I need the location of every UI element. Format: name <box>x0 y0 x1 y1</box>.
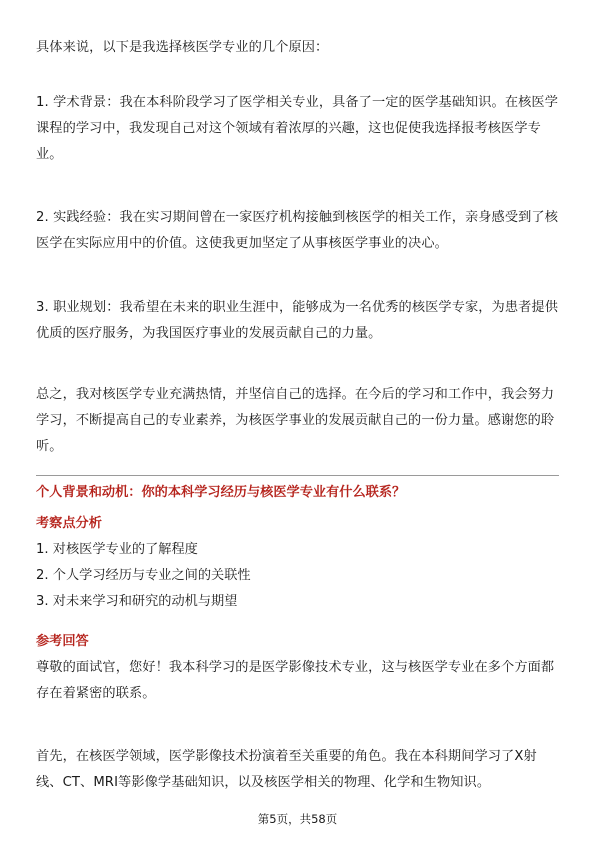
answer-paragraph-2: 首先，在核医学领域，医学影像技术扮演着至关重要的角色。我在本科期间学习了X射线、CT、MRI等影像学基础知识，以及核医学相关的物理、化学和生物知识。 <box>36 749 537 790</box>
intro-paragraph-1: 具体来说，以下是我选择核医学专业的几个原因： <box>36 40 329 55</box>
conclusion-paragraph: 总之，我对核医学专业充满热情，并坚信自己的选择。在今后的学习和工作中，我会努力学习，不断提高自己的专业素养，为核医学事业的发展贡献自己的一份力量。感谢您的聆听。 <box>36 387 555 454</box>
question-title: 个人背景和动机：你的本科学习经历与核医学专业有什么联系？ <box>36 485 406 500</box>
analysis-heading: 考察点分析 <box>36 516 102 531</box>
document-page <box>36 0 559 842</box>
analysis-item: 1. 对核医学专业的了解程度 <box>36 542 198 557</box>
reason-practical-experience: 2. 实践经验：我在实习期间曾在一家医疗机构接触到核医学的相关工作，亲身感受到了核医学在实际应用中的价值。这使我更加坚定了从事核医学事业的决心。 <box>36 210 558 251</box>
analysis-item: 2. 个人学习经历与专业之间的关联性 <box>36 568 251 583</box>
answer-heading: 参考回答 <box>36 634 89 649</box>
reason-academic-background: 1. 学术背景：我在本科阶段学习了医学相关专业，具备了一定的医学基础知识。在核医学课程的学习中，我发现自己对这个领域有着浓厚的兴趣，这也促使我选择报考核医学专业。 <box>36 95 558 162</box>
answer-paragraph-1: 尊敬的面试官，您好！我本科学习的是医学影像技术专业，这与核医学专业在多个方面都存在着紧密的联系。 <box>36 660 555 701</box>
page-number: 第5页，共58页 <box>257 812 338 826</box>
analysis-list <box>36 537 559 615</box>
section-divider <box>36 475 559 476</box>
reason-career-plan: 3. 职业规划：我希望在未来的职业生涯中，能够成为一名优秀的核医学专家，为患者提供优质的医疗服务，为我国医疗事业的发展贡献自己的力量。 <box>36 300 558 341</box>
analysis-item: 3. 对未来学习和研究的动机与期望 <box>36 594 238 609</box>
